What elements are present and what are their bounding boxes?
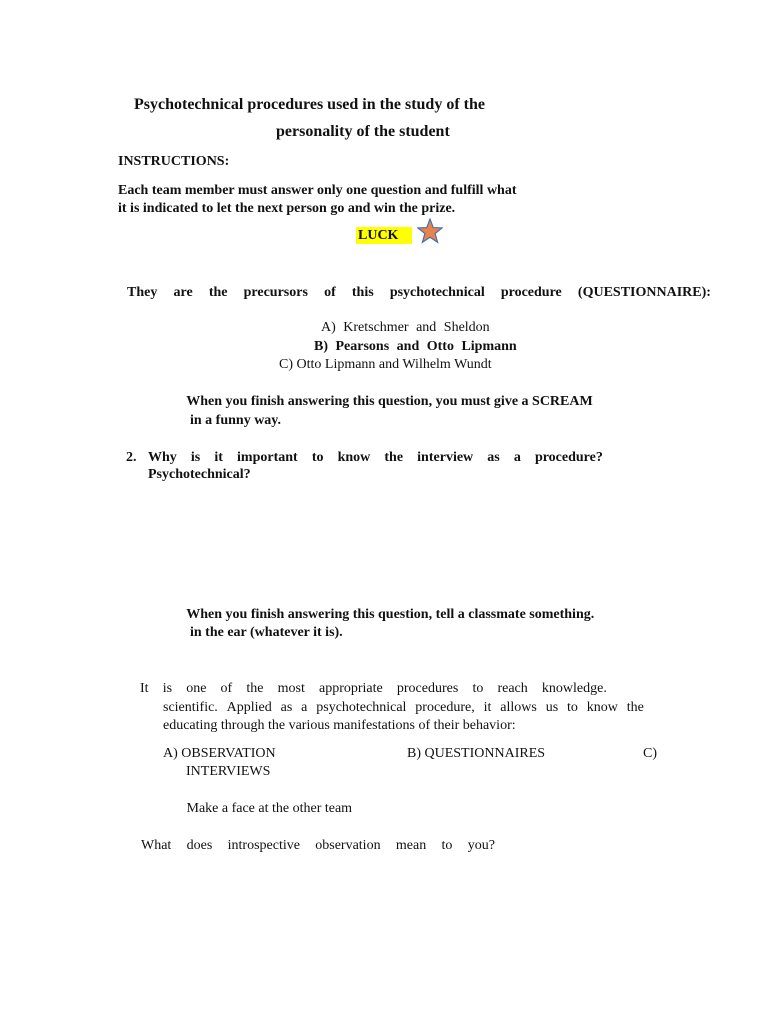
q3-line1-word: knowledge. — [541, 681, 607, 696]
q1-option-c: C) Otto Lipmann and Wilhelm Wundt — [279, 357, 492, 372]
q3-line2-word: know — [586, 700, 618, 715]
q3-line2-word: scientific. — [163, 700, 218, 715]
q2-task-text: When you finish answering this question, tell a classmate something. — [186, 607, 595, 622]
instructions-line1: Each team member must answer only one question and fulfill what — [118, 183, 517, 198]
q3-line2-word: the — [626, 700, 644, 715]
q3-line1-word: most — [277, 681, 305, 696]
luck-label — [356, 228, 412, 244]
q2-word: it — [214, 450, 223, 465]
q4-word: you? — [467, 838, 495, 853]
q4-word: What — [141, 838, 172, 853]
q1-word: They — [127, 285, 158, 300]
q2-task-line1 — [169, 607, 594, 623]
q2-text-line2: Psychotechnical? — [148, 467, 251, 482]
q2-text — [148, 450, 603, 466]
doc-title-line2: personality of the student — [276, 123, 450, 140]
q3-text-line3: educating through the various manifestations of their behavior: — [163, 718, 516, 733]
q3-text-line1 — [140, 681, 607, 697]
q2-word: Why — [148, 450, 177, 465]
q4-word: mean — [395, 838, 427, 853]
q4-word: introspective — [227, 838, 300, 853]
q3-line2-word: a — [301, 700, 308, 715]
q4-text — [141, 838, 495, 854]
star-icon — [417, 218, 443, 244]
q2-word: the — [384, 450, 404, 465]
instructions-heading: INSTRUCTIONS: — [118, 154, 230, 169]
q4-word: does — [186, 838, 213, 853]
q1-word: precursors — [243, 285, 308, 300]
q3-line1-word: appropriate — [318, 681, 383, 696]
q3-line2-word: allows — [500, 700, 537, 715]
q3-line2-word: as — [280, 700, 293, 715]
q3-task-text: Make a face at the other team — [186, 801, 353, 816]
q1-word: psychotechnical — [389, 285, 485, 300]
q2-word: interview — [417, 450, 474, 465]
q2-word: know — [337, 450, 371, 465]
q1-task-line1 — [169, 394, 593, 410]
q2-word: to — [311, 450, 324, 465]
q2-number: 2. — [126, 450, 137, 465]
q2-word: important — [237, 450, 298, 465]
q3-text-line2 — [163, 700, 644, 716]
q2-word: procedure? — [534, 450, 603, 465]
q1-word: of — [324, 285, 336, 300]
q2-word: is — [190, 450, 201, 465]
q3-line1-word: It — [140, 681, 149, 696]
q3-line1-word: is — [162, 681, 173, 696]
q1-option-a: A) Kretschmer and Sheldon — [321, 320, 490, 335]
q3-line1-word: the — [246, 681, 264, 696]
q2-word: as — [487, 450, 500, 465]
q3-line1-word: of — [220, 681, 233, 696]
q2-task-line2: in the ear (whatever it is). — [190, 625, 343, 640]
q4-word: to — [441, 838, 453, 853]
q3-option-a: A) OBSERVATION — [163, 746, 276, 761]
q1-word: are — [173, 285, 193, 300]
q4-word: observation — [315, 838, 381, 853]
q3-option-c-text: INTERVIEWS — [186, 764, 271, 779]
q2-word: a — [513, 450, 521, 465]
q3-line2-word: to — [567, 700, 578, 715]
q3-option-b: B) QUESTIONNAIRES — [407, 746, 546, 761]
q1-task-line2: in a funny way. — [190, 413, 282, 428]
q1-word: this — [351, 285, 374, 300]
q1-option-b: B) Pearsons and Otto Lipmann — [314, 339, 517, 354]
q3-line1-word: reach — [497, 681, 528, 696]
luck-highlight: LUCK — [356, 227, 412, 244]
q1-text — [127, 285, 711, 301]
q1-word: procedure — [500, 285, 562, 300]
q1-task-text: When you finish answering this question, you must give a SCREAM — [186, 394, 593, 409]
q3-line1-word: one — [186, 681, 207, 696]
q3-task — [169, 801, 352, 817]
q3-line1-word: procedures — [396, 681, 459, 696]
q3-line2-word: procedure, — [415, 700, 475, 715]
q1-word: (QUESTIONNAIRE): — [577, 285, 711, 300]
q3-option-c: C) — [643, 746, 657, 761]
q3-line2-word: us — [545, 700, 559, 715]
instructions-line2: it is indicated to let the next person go and win the prize. — [118, 201, 456, 216]
q3-line2-word: Applied — [226, 700, 272, 715]
q3-line2-word: psychotechnical — [316, 700, 407, 715]
q1-word: the — [208, 285, 228, 300]
q3-line1-word: to — [472, 681, 484, 696]
doc-title-line1: Psychotechnical procedures used in the study of the — [134, 96, 485, 113]
q3-line2-word: it — [483, 700, 492, 715]
